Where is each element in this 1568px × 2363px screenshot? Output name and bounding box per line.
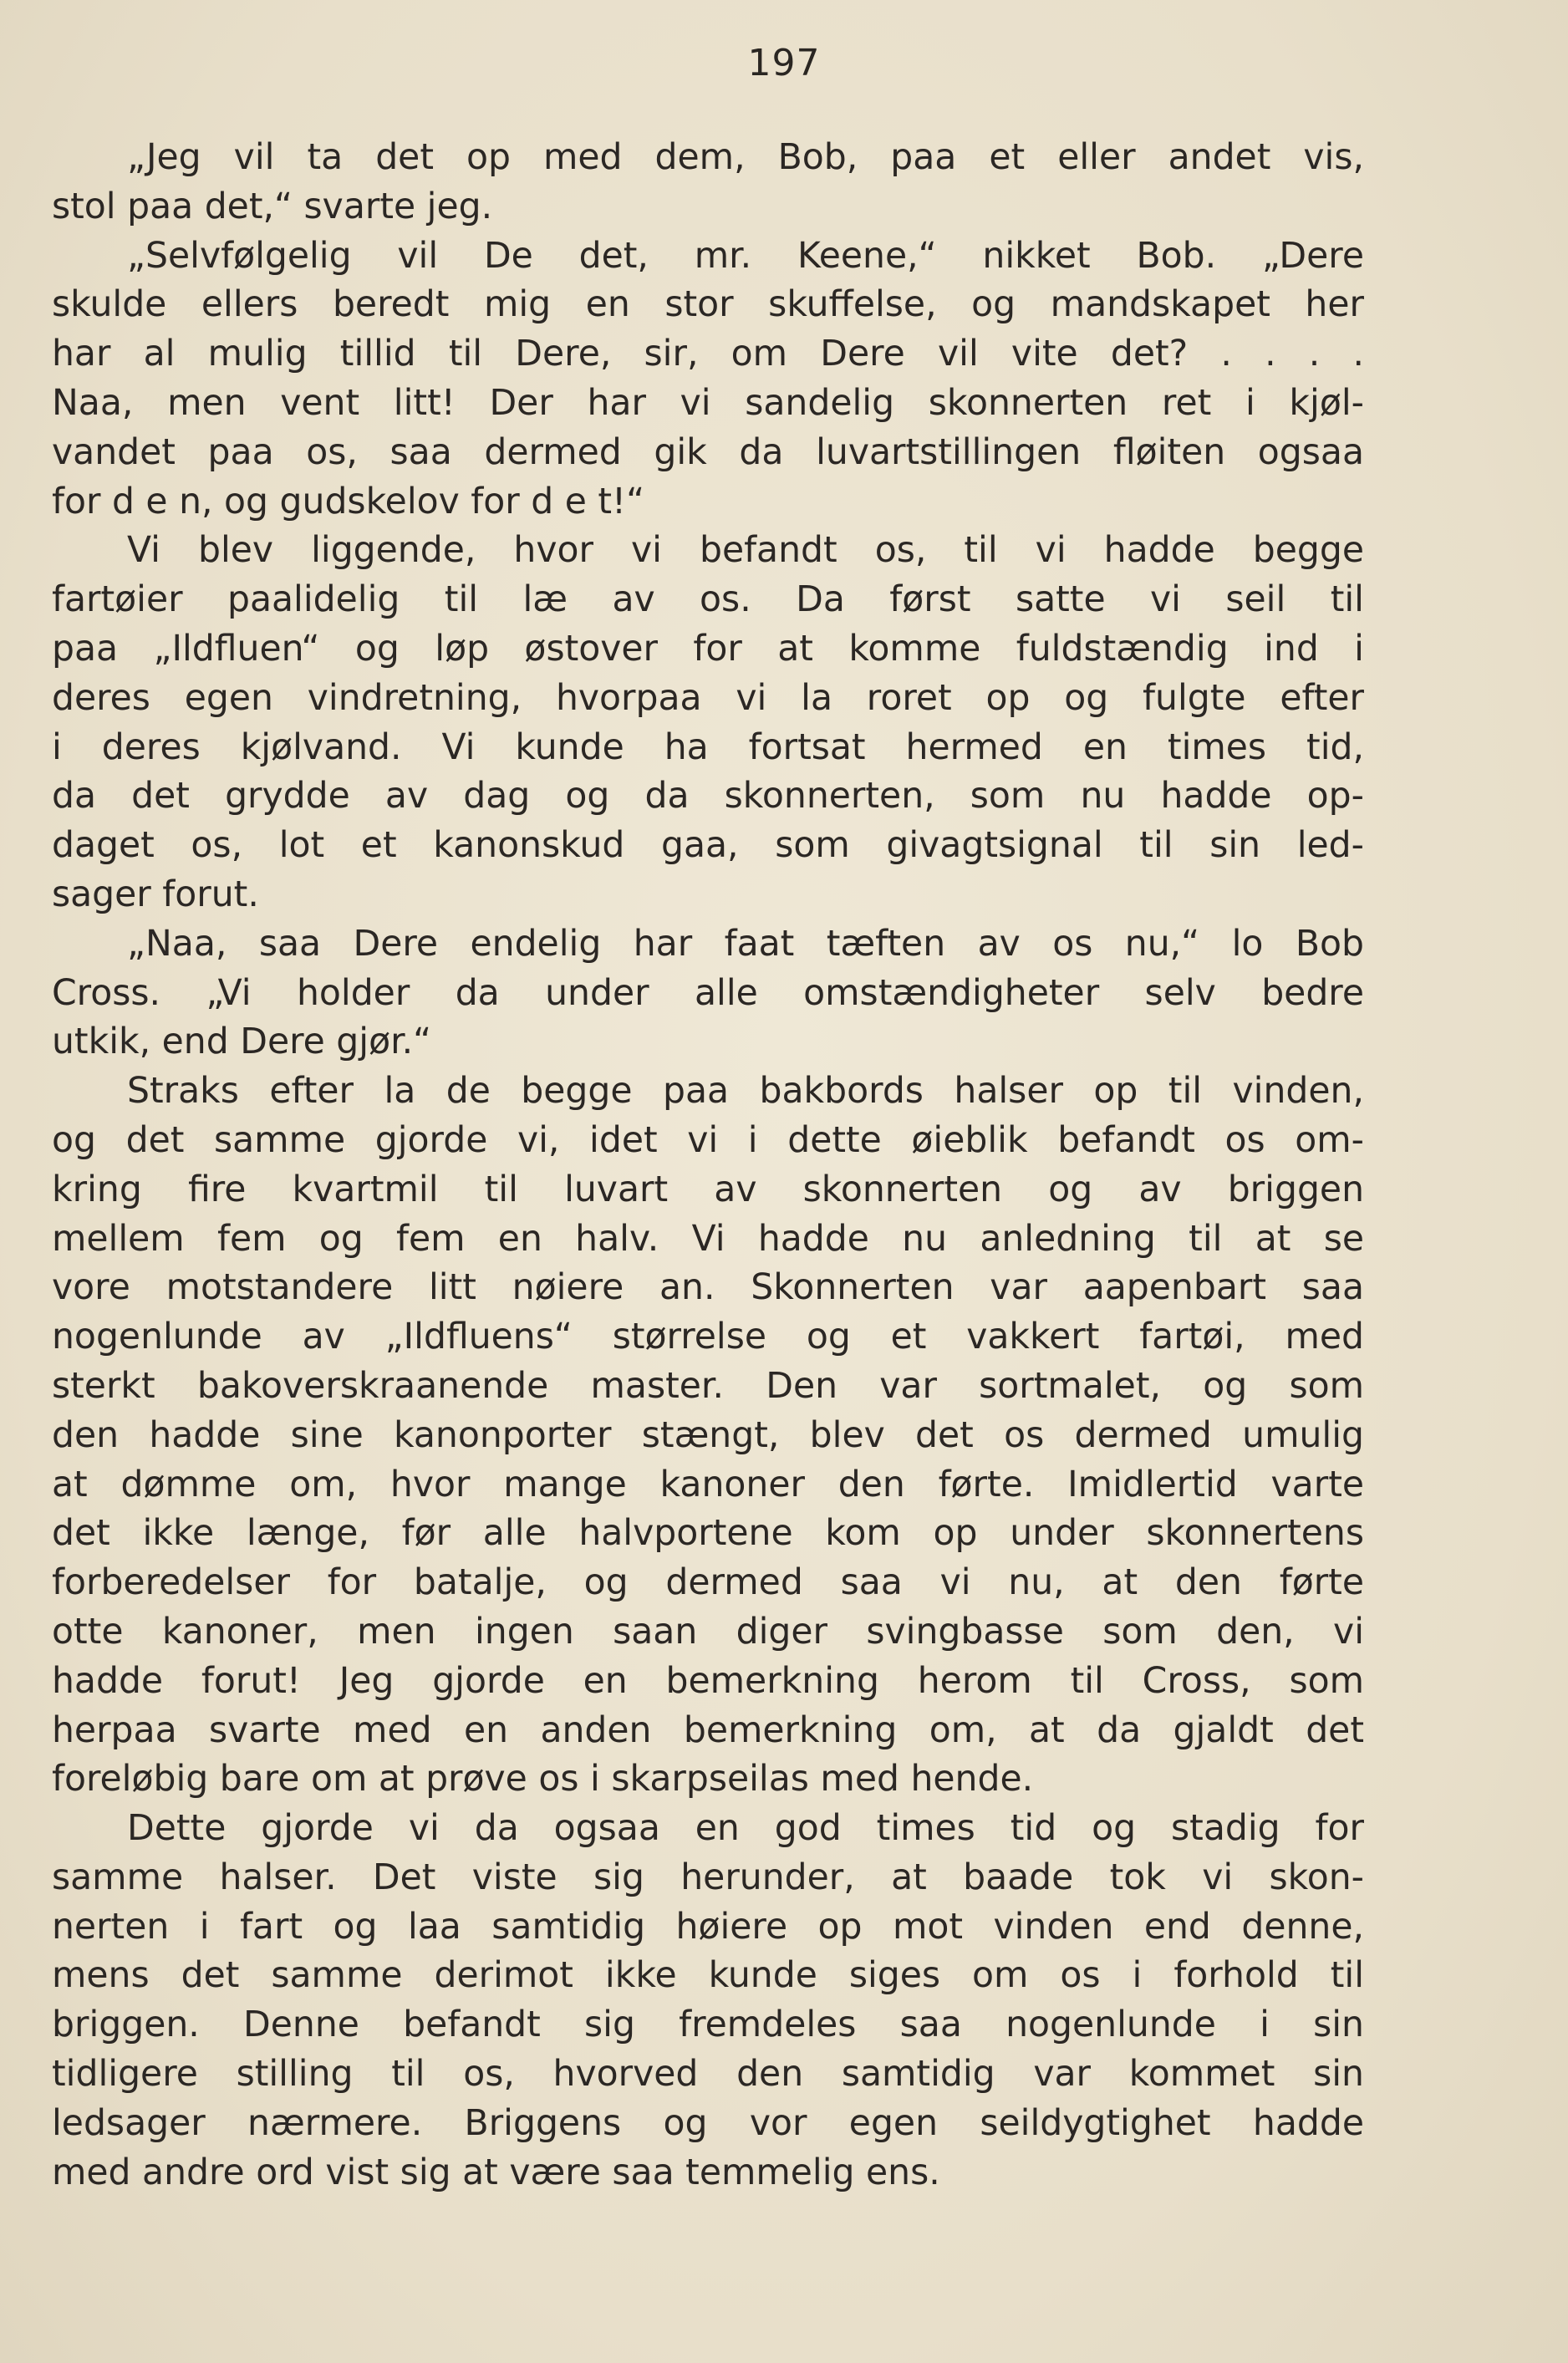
text-line: samme halser. Det viste sig herunder, at baade tok vi skon-: [52, 1856, 1364, 1898]
text-line: Dette gjorde vi da ogsaa en god times tid og stadig for: [127, 1808, 1364, 1850]
text-line: forberedelser for batalje, og dermed saa vi nu, at den førte: [52, 1562, 1364, 1604]
text-line: hadde forut! Jeg gjorde en bemerkning herom til Cross, som: [52, 1660, 1364, 1702]
text-line: og det samme gjorde vi, idet vi i dette øieblik befandt os om-: [52, 1119, 1364, 1161]
text-line: sager forut.: [52, 873, 259, 915]
text-line: sterkt bakoverskraanende master. Den var sortmalet, og som: [52, 1365, 1364, 1407]
page-number: 197: [747, 42, 821, 84]
text-line: foreløbig bare om at prøve os i skarpseilas med hende.: [52, 1759, 1034, 1800]
text-line: deres egen vindretning, hvorpaa vi la roret op og fulgte efter: [52, 677, 1364, 719]
text-line: herpaa svarte med en anden bemerkning om, at da gjaldt det: [52, 1709, 1364, 1751]
text-line: Vi blev liggende, hvor vi befandt os, til vi hadde begge: [127, 530, 1364, 572]
text-line: „Selvfølgelig vil De det, mr. Keene,“ nikket Bob. „Dere: [127, 235, 1364, 277]
text-line: „Jeg vil ta det op med dem, Bob, paa et eller andet vis,: [127, 137, 1364, 178]
text-line: da det grydde av dag og da skonnerten, som nu hadde op-: [52, 776, 1364, 817]
text-line: mellem fem og fem en halv. Vi hadde nu anledning til at se: [52, 1218, 1364, 1260]
text-line: nerten i fart og laa samtidig høiere op mot vinden end denne,: [52, 1906, 1364, 1948]
text-line: skulde ellers beredt mig en stor skuffelse, og mandskapet her: [52, 284, 1364, 326]
text-line: at dømme om, hvor mange kanoner den førte. Imidlertid varte: [52, 1464, 1364, 1505]
text-line: utkik, end Dere gjør.“: [52, 1021, 432, 1063]
text-line: ledsager nærmere. Briggens og vor egen seildygtighet hadde: [52, 2102, 1364, 2144]
text-line: nogenlunde av „Ildfluens“ størrelse og et vakkert fartøi, med: [52, 1316, 1364, 1358]
text-line: den hadde sine kanonporter stængt, blev det os dermed umulig: [52, 1414, 1364, 1456]
text-line: i deres kjølvand. Vi kunde ha fortsat hermed en times tid,: [52, 726, 1364, 768]
text-line: vore motstandere litt nøiere an. Skonnerten var aapenbart saa: [52, 1267, 1364, 1309]
text-line: stol paa det,“ svarte jeg.: [52, 186, 493, 227]
text-line: for d e n, og gudskelov for d e t!“: [52, 481, 645, 522]
text-line: Straks efter la de begge paa bakbords halser op til vinden,: [127, 1071, 1364, 1113]
text-line: Cross. „Vi holder da under alle omstændigheter selv bedre: [52, 972, 1364, 1014]
text-line: tidligere stilling til os, hvorved den samtidig var kommet sin: [52, 2054, 1364, 2096]
text-line: briggen. Denne befandt sig fremdeles saa nogenlunde i sin: [52, 2004, 1364, 2046]
text-line: mens det samme derimot ikke kunde siges om os i forhold til: [52, 1955, 1364, 1997]
text-line: kring fire kvartmil til luvart av skonnerten og av briggen: [52, 1169, 1364, 1210]
text-line: daget os, lot et kanonskud gaa, som givagtsignal til sin led-: [52, 825, 1364, 867]
text-line: Naa, men vent litt! Der har vi sandelig skonnerten ret i kjøl-: [52, 382, 1364, 424]
text-line: „Naa, saa Dere endelig har faat tæften av os nu,“ lo Bob: [127, 923, 1364, 965]
text-line: med andre ord vist sig at være saa temmelig ens.: [52, 2152, 940, 2193]
text-line: vandet paa os, saa dermed gik da luvartstillingen fløiten ogsaa: [52, 431, 1364, 473]
text-line: har al mulig tillid til Dere, sir, om Dere vil vite det? . . . .: [52, 334, 1364, 375]
body-text: [52, 134, 1364, 2197]
text-line: paa „Ildfluen“ og løp østover for at komme fuldstændig ind i: [52, 628, 1364, 670]
text-line: fartøier paalidelig til læ av os. Da først satte vi seil til: [52, 579, 1364, 621]
text-line: det ikke længe, før alle halvportene kom op under skonnertens: [52, 1513, 1364, 1555]
text-line: otte kanoner, men ingen saan diger svingbasse som den, vi: [52, 1611, 1364, 1653]
